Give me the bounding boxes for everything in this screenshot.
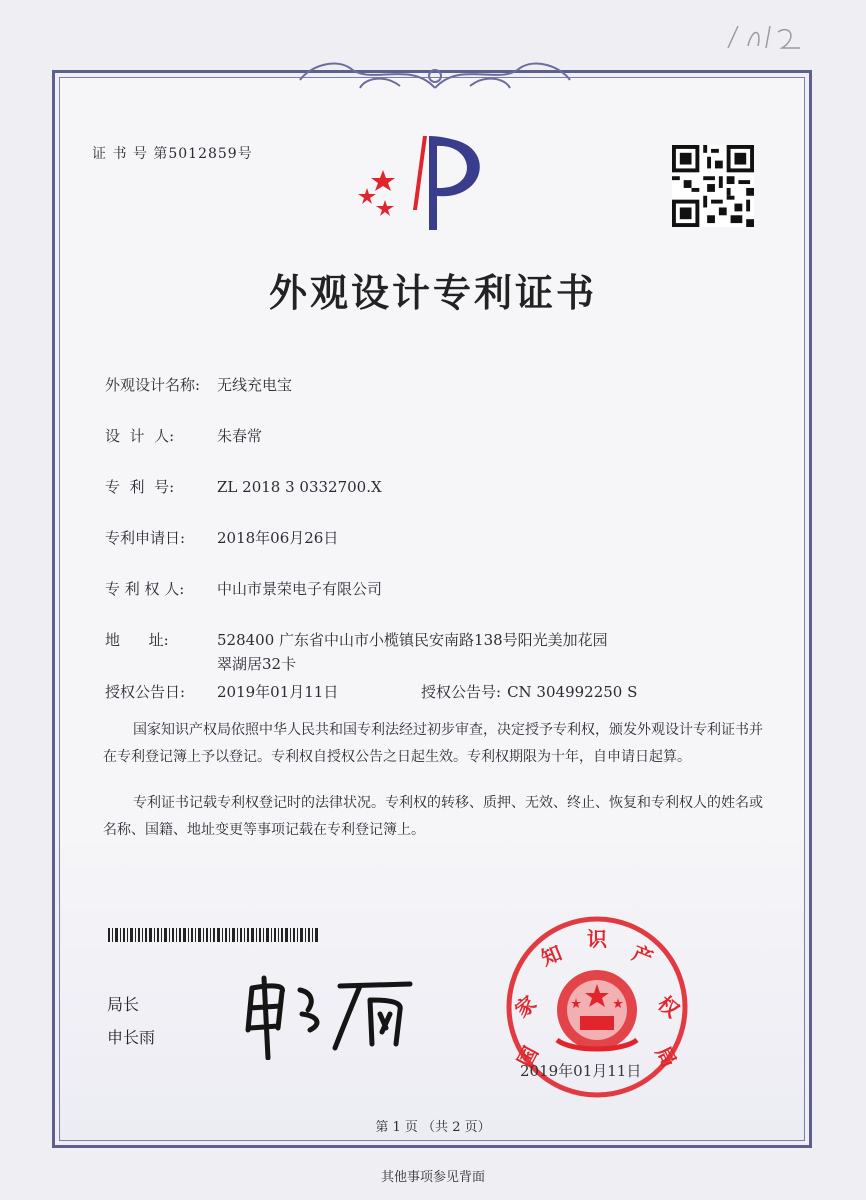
field-designer (105, 425, 262, 446)
grant-date-label: 授权公告日: (105, 683, 186, 701)
address-value-line2: 翠湖居32卡 (217, 655, 297, 673)
seal-char-2: 家 (510, 991, 541, 1023)
designer-label: 设 计 人: (105, 427, 175, 445)
paragraph-grant-statement: 国家知识产权局依照中华人民共和国专利法经过初步审查，决定授予专利权，颁发外观设计专利证书并在专利登记簿上予以登记。专利权自授权公告之日起生效。专利权期限为十年，自申请日起算。 (103, 722, 763, 765)
signatory-title: 局长 (107, 995, 140, 1014)
signatory-name: 申长雨 (107, 1028, 156, 1047)
field-design-name (105, 374, 292, 395)
design-name-value: 无线充电宝 (217, 376, 293, 394)
certificate-number: 证 书 号 第5012859号 (92, 146, 253, 162)
field-filing-date (105, 527, 338, 548)
design-name-label: 外观设计名称: (105, 376, 201, 394)
inner-border (59, 77, 805, 1141)
paragraph-legal-status: 专利证书记载专利权登记时的法律状况。专利权的转移、质押、无效、终止、恢复和专利权人的姓名或名称、国籍、地址变更等事项记载在专利登记簿上。 (103, 795, 763, 838)
patent-number-value: ZL 2018 3 0332700.X (217, 478, 382, 496)
footer-note: 其他事项参见背面 (380, 1170, 485, 1185)
seal-char-1: 国 (512, 1042, 544, 1072)
seal-char-5: 产 (628, 940, 657, 971)
filing-date-label: 专利申请日: (105, 529, 186, 547)
certificate-title: 外观设计专利证书 (268, 271, 597, 315)
field-patent-number (105, 476, 382, 497)
page-number: 第 1 页 （共 2 页） (375, 1120, 491, 1135)
grant-number-value: CN 304992250 S (507, 683, 638, 701)
handwritten-signature (230, 970, 430, 1060)
seal-date: 2019年01月11日 (520, 1062, 642, 1080)
barcode-icon (108, 928, 320, 942)
grant-date-value: 2019年01月11日 (217, 683, 339, 701)
filing-date-value: 2018年06月26日 (217, 529, 339, 547)
address-label: 地 址: (105, 631, 169, 649)
field-grant-number (421, 681, 637, 702)
designer-value: 朱春常 (217, 427, 263, 445)
grant-number-label: 授权公告号: (421, 683, 502, 701)
field-grant-date (105, 681, 338, 702)
patent-office-logo-icon (355, 130, 505, 235)
ornament-top (290, 56, 580, 96)
field-address (105, 629, 608, 650)
seal-char-4: 识 (587, 927, 607, 951)
seal-char-3: 知 (537, 940, 566, 971)
seal-char-7: 局 (650, 1042, 682, 1072)
field-patentee (105, 578, 382, 599)
qr-code-icon (672, 145, 754, 227)
patentee-value: 中山市景荣电子有限公司 (217, 580, 383, 598)
patent-number-label: 专 利 号: (105, 478, 175, 496)
patentee-label: 专 利 权 人: (105, 580, 185, 598)
seal-char-6: 权 (653, 991, 684, 1023)
address-value-line1: 528400 广东省中山市小榄镇民安南路138号阳光美加花园 (217, 631, 608, 649)
pencil-scribble (718, 18, 808, 58)
